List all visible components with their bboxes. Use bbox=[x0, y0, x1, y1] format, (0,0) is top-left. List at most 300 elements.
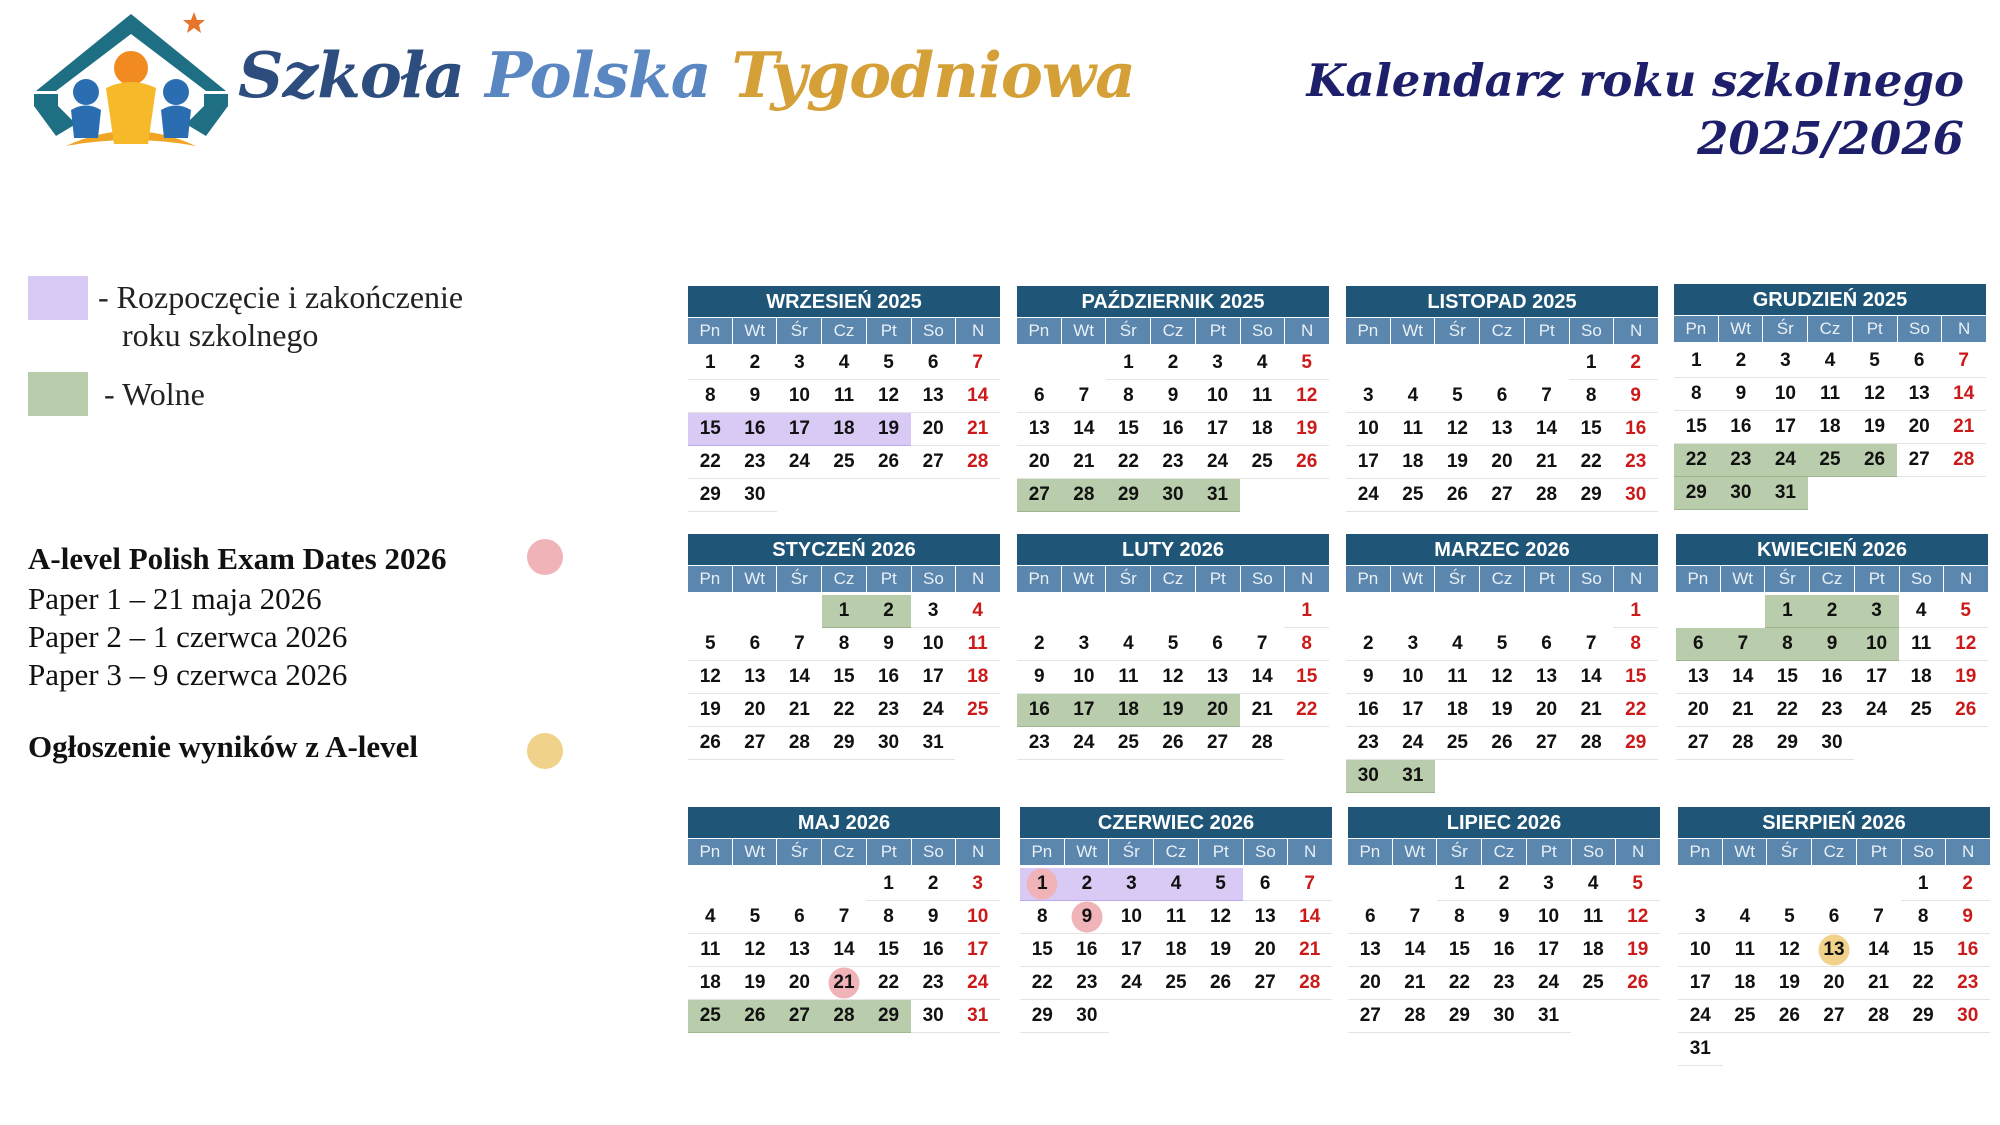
day-cell bbox=[1151, 727, 1196, 760]
empty-cell bbox=[1391, 595, 1436, 628]
day-cell bbox=[688, 628, 733, 661]
weekday-label: Pn bbox=[1020, 839, 1064, 865]
day-cell bbox=[911, 727, 956, 760]
day-number: 6 bbox=[1212, 633, 1223, 654]
day-cell bbox=[1571, 967, 1616, 1000]
day-number: 16 bbox=[1028, 699, 1050, 720]
day-number: 1 bbox=[704, 352, 716, 373]
day-number: 16 bbox=[1357, 699, 1379, 720]
day-number: 25 bbox=[833, 451, 855, 472]
day-number: 12 bbox=[1863, 383, 1886, 404]
day-number: 17 bbox=[1689, 972, 1711, 993]
day-number: 1 bbox=[1630, 600, 1641, 621]
day-number: 12 bbox=[1955, 633, 1977, 654]
day-cell bbox=[866, 595, 911, 628]
day-cell bbox=[1808, 345, 1853, 378]
day-number: 5 bbox=[704, 633, 716, 654]
day-number: 24 bbox=[922, 699, 944, 720]
day-cell bbox=[1240, 347, 1285, 380]
day-number: 21 bbox=[1404, 972, 1426, 993]
day-number: 5 bbox=[1632, 873, 1643, 894]
weekday-label: Pn bbox=[688, 566, 732, 592]
empty-cell bbox=[1524, 347, 1569, 380]
day-cell bbox=[777, 934, 822, 967]
weekday-label: Pn bbox=[688, 318, 732, 344]
day-cell bbox=[1391, 694, 1436, 727]
day-number: 9 bbox=[1498, 906, 1510, 927]
day-number: 25 bbox=[1117, 732, 1139, 753]
day-cell bbox=[1195, 479, 1240, 512]
day-number: 18 bbox=[1446, 699, 1468, 720]
day-cell bbox=[1941, 378, 1986, 411]
day-cell bbox=[1676, 661, 1721, 694]
day-number: 27 bbox=[1908, 449, 1930, 470]
day-cell bbox=[866, 628, 911, 661]
day-number: 4 bbox=[704, 906, 716, 927]
day-number: 25 bbox=[967, 699, 989, 720]
day-number: 12 bbox=[1296, 385, 1318, 406]
day-cell bbox=[1615, 934, 1660, 967]
day-number: 7 bbox=[838, 906, 850, 927]
day-number: 15 bbox=[1580, 418, 1602, 439]
day-cell bbox=[1721, 628, 1766, 661]
day-cell bbox=[1810, 694, 1855, 727]
day-number: 24 bbox=[1865, 699, 1888, 720]
day-number: 4 bbox=[1587, 873, 1599, 894]
day-cell bbox=[1943, 661, 1988, 694]
title-line-1: Kalendarz roku szkolnego bbox=[1306, 54, 1964, 107]
day-number: 19 bbox=[1209, 939, 1232, 960]
day-cell bbox=[1723, 934, 1768, 967]
day-cell bbox=[733, 727, 778, 760]
day-grid bbox=[1346, 347, 1658, 512]
day-cell bbox=[1852, 345, 1897, 378]
day-cell bbox=[1526, 1000, 1571, 1033]
day-number: 5 bbox=[1869, 350, 1880, 371]
day-number: 20 bbox=[1206, 699, 1229, 720]
day-number: 30 bbox=[1957, 1005, 1979, 1026]
day-number: 17 bbox=[1865, 666, 1888, 687]
day-cell bbox=[1678, 967, 1723, 1000]
day-number: 17 bbox=[1774, 416, 1796, 437]
day-cell bbox=[1897, 378, 1942, 411]
day-cell bbox=[1154, 868, 1199, 901]
empty-cell bbox=[777, 595, 822, 628]
day-number: 4 bbox=[838, 352, 850, 373]
day-cell bbox=[911, 413, 956, 446]
day-cell bbox=[1613, 727, 1658, 760]
day-cell bbox=[1437, 1000, 1482, 1033]
empty-cell bbox=[688, 595, 733, 628]
month-title: KWIECIEŃ 2026 bbox=[1676, 534, 1988, 565]
day-number: 19 bbox=[699, 699, 721, 720]
day-cell bbox=[1195, 380, 1240, 413]
day-cell bbox=[777, 380, 822, 413]
day-cell bbox=[1524, 628, 1569, 661]
day-cell bbox=[822, 694, 867, 727]
weekday-label: Pn bbox=[1346, 566, 1390, 592]
day-cell bbox=[1435, 727, 1480, 760]
day-number: 23 bbox=[1357, 732, 1379, 753]
day-cell bbox=[1195, 727, 1240, 760]
day-cell bbox=[733, 901, 778, 934]
day-number: 2 bbox=[1735, 350, 1747, 371]
weekday-label: N bbox=[1942, 316, 1986, 342]
day-grid bbox=[1346, 595, 1658, 793]
day-cell bbox=[1767, 901, 1812, 934]
day-cell bbox=[1808, 378, 1853, 411]
day-number: 25 bbox=[1734, 1005, 1756, 1026]
day-cell bbox=[1391, 479, 1436, 512]
day-cell bbox=[1945, 1000, 1990, 1033]
weekday-label: So bbox=[912, 839, 956, 865]
legend-holiday-label: - Wolne bbox=[104, 376, 205, 412]
month-title: STYCZEŃ 2026 bbox=[688, 534, 1000, 565]
day-cell bbox=[1243, 934, 1288, 967]
weekday-label: Pt bbox=[1525, 566, 1569, 592]
day-cell bbox=[733, 934, 778, 967]
weekday-header bbox=[1678, 839, 1990, 865]
day-cell bbox=[1437, 901, 1482, 934]
month-title: CZERWIEC 2026 bbox=[1020, 807, 1332, 838]
day-number: 14 bbox=[1953, 383, 1975, 404]
day-cell bbox=[1151, 380, 1196, 413]
day-cell bbox=[1198, 934, 1243, 967]
day-number: 19 bbox=[877, 418, 900, 439]
day-number: 24 bbox=[967, 972, 989, 993]
weekday-label: N bbox=[1946, 839, 1990, 865]
day-number: 14 bbox=[1073, 418, 1095, 439]
weekday-label: Cz bbox=[1812, 839, 1856, 865]
day-cell bbox=[1901, 967, 1946, 1000]
day-cell bbox=[1437, 967, 1482, 1000]
day-number: 17 bbox=[1120, 939, 1142, 960]
day-cell bbox=[1899, 628, 1944, 661]
day-cell bbox=[1856, 901, 1901, 934]
day-cell bbox=[1524, 380, 1569, 413]
weekday-label: Śr bbox=[1767, 839, 1811, 865]
weekday-label: Pn bbox=[1346, 318, 1390, 344]
empty-cell bbox=[1062, 595, 1107, 628]
month-september-2025 bbox=[688, 286, 1000, 512]
day-number: 9 bbox=[749, 385, 761, 406]
brand-word-2: Polska bbox=[484, 38, 711, 112]
day-number: 23 bbox=[1076, 972, 1098, 993]
day-number: 28 bbox=[1251, 732, 1273, 753]
day-cell bbox=[1571, 901, 1616, 934]
day-cell bbox=[1856, 967, 1901, 1000]
day-number: 9 bbox=[1826, 633, 1838, 654]
day-number: 20 bbox=[1823, 972, 1845, 993]
day-cell bbox=[733, 413, 778, 446]
month-title: GRUDZIEŃ 2025 bbox=[1674, 284, 1986, 315]
day-cell bbox=[1723, 1000, 1768, 1033]
day-number: 9 bbox=[1962, 906, 1973, 927]
day-number: 29 bbox=[1117, 484, 1139, 505]
empty-cell bbox=[777, 868, 822, 901]
day-number: 7 bbox=[1737, 633, 1749, 654]
day-cell bbox=[1240, 446, 1285, 479]
day-number: 12 bbox=[877, 385, 900, 406]
day-cell bbox=[1854, 595, 1899, 628]
day-cell bbox=[822, 628, 867, 661]
day-number: 19 bbox=[1863, 416, 1886, 437]
day-cell bbox=[911, 901, 956, 934]
day-number: 16 bbox=[1730, 416, 1752, 437]
day-cell bbox=[1391, 727, 1436, 760]
day-cell bbox=[955, 595, 1000, 628]
day-number: 8 bbox=[883, 906, 894, 927]
day-cell bbox=[911, 694, 956, 727]
day-number: 20 bbox=[1028, 451, 1050, 472]
day-number: 24 bbox=[1357, 484, 1379, 505]
month-title: LISTOPAD 2025 bbox=[1346, 286, 1658, 317]
day-number: 10 bbox=[967, 906, 989, 927]
day-cell bbox=[733, 967, 778, 1000]
day-number: 13 bbox=[1028, 418, 1050, 439]
day-number: 18 bbox=[1251, 418, 1273, 439]
day-number: 8 bbox=[1301, 633, 1312, 654]
day-cell bbox=[1243, 868, 1288, 901]
day-number: 8 bbox=[1036, 906, 1048, 927]
day-cell bbox=[911, 967, 956, 1000]
weekday-label: Pt bbox=[1855, 566, 1899, 592]
weekday-label: Wt bbox=[1393, 839, 1437, 865]
day-number: 20 bbox=[1491, 451, 1513, 472]
day-cell bbox=[1482, 868, 1527, 901]
day-cell bbox=[1613, 347, 1658, 380]
day-cell bbox=[1721, 694, 1766, 727]
day-cell bbox=[777, 727, 822, 760]
day-cell bbox=[1763, 444, 1808, 477]
day-cell bbox=[1852, 444, 1897, 477]
day-number: 20 bbox=[1908, 416, 1930, 437]
day-cell bbox=[955, 413, 1000, 446]
day-number: 26 bbox=[877, 451, 900, 472]
day-cell bbox=[1569, 446, 1614, 479]
day-cell bbox=[1480, 628, 1525, 661]
empty-cell bbox=[1062, 347, 1107, 380]
day-number: 10 bbox=[1357, 418, 1379, 439]
day-number: 11 bbox=[1165, 906, 1187, 927]
day-number: 16 bbox=[744, 418, 766, 439]
month-august-2026 bbox=[1678, 807, 1990, 1066]
day-cell bbox=[1719, 411, 1764, 444]
day-cell bbox=[1017, 380, 1062, 413]
day-cell bbox=[1569, 661, 1614, 694]
day-number: 2 bbox=[883, 600, 894, 621]
day-number: 8 bbox=[1123, 385, 1134, 406]
day-number: 25 bbox=[1402, 484, 1424, 505]
day-number: 13 bbox=[922, 385, 944, 406]
empty-cell bbox=[1017, 347, 1062, 380]
day-number: 9 bbox=[1081, 906, 1093, 927]
day-cell bbox=[688, 727, 733, 760]
day-number: 28 bbox=[1732, 732, 1754, 753]
day-number: 11 bbox=[1583, 906, 1604, 927]
day-cell bbox=[1284, 347, 1329, 380]
day-number: 8 bbox=[1690, 383, 1702, 404]
day-cell bbox=[1615, 901, 1660, 934]
empty-cell bbox=[1723, 868, 1768, 901]
day-cell bbox=[866, 347, 911, 380]
day-number: 10 bbox=[788, 385, 810, 406]
day-cell bbox=[1945, 901, 1990, 934]
day-number: 23 bbox=[1028, 732, 1050, 753]
empty-cell bbox=[1480, 595, 1525, 628]
day-number: 17 bbox=[1206, 418, 1229, 439]
day-cell bbox=[1899, 694, 1944, 727]
day-number: 26 bbox=[744, 1005, 766, 1026]
day-cell bbox=[733, 380, 778, 413]
day-number: 29 bbox=[877, 1005, 900, 1026]
day-number: 19 bbox=[1627, 939, 1649, 960]
month-title: LIPIEC 2026 bbox=[1348, 807, 1660, 838]
day-number: 17 bbox=[1537, 939, 1560, 960]
day-cell bbox=[1106, 446, 1151, 479]
day-number: 27 bbox=[1206, 732, 1229, 753]
day-cell bbox=[1569, 628, 1614, 661]
day-number: 22 bbox=[1448, 972, 1470, 993]
day-number: 2 bbox=[749, 352, 761, 373]
exam-line-3: Paper 3 – 9 czerwca 2026 bbox=[28, 657, 348, 692]
day-cell bbox=[822, 595, 867, 628]
day-cell bbox=[1526, 868, 1571, 901]
day-number: 13 bbox=[1687, 666, 1709, 687]
day-cell bbox=[1812, 1000, 1857, 1033]
day-cell bbox=[1240, 694, 1285, 727]
day-cell bbox=[866, 868, 911, 901]
day-cell bbox=[1437, 868, 1482, 901]
weekday-header bbox=[1674, 316, 1986, 342]
day-cell bbox=[777, 661, 822, 694]
weekday-header bbox=[688, 566, 1000, 592]
weekday-label: Pn bbox=[1674, 316, 1718, 342]
empty-cell bbox=[1676, 595, 1721, 628]
month-december-2025 bbox=[1674, 284, 1986, 510]
day-cell bbox=[1346, 727, 1391, 760]
weekday-label: Wt bbox=[1062, 318, 1106, 344]
day-cell bbox=[1723, 967, 1768, 1000]
day-cell bbox=[1198, 901, 1243, 934]
day-number: 30 bbox=[922, 1005, 944, 1026]
day-cell bbox=[733, 446, 778, 479]
day-number: 4 bbox=[1452, 633, 1463, 654]
day-number: 29 bbox=[1625, 732, 1647, 753]
weekday-label: Pn bbox=[688, 839, 732, 865]
day-cell bbox=[1808, 444, 1853, 477]
day-number: 28 bbox=[1299, 972, 1321, 993]
day-number: 9 bbox=[1630, 385, 1641, 406]
day-cell bbox=[733, 1000, 778, 1033]
day-number: 11 bbox=[1252, 385, 1273, 406]
legend-term-swatch bbox=[28, 276, 88, 320]
day-number: 12 bbox=[1778, 939, 1800, 960]
day-cell bbox=[1284, 413, 1329, 446]
day-cell bbox=[1435, 694, 1480, 727]
weekday-label: N bbox=[956, 839, 1000, 865]
day-number: 10 bbox=[1073, 666, 1095, 687]
day-cell bbox=[1480, 413, 1525, 446]
day-number: 17 bbox=[1073, 699, 1095, 720]
day-grid bbox=[1676, 595, 1988, 760]
day-number: 5 bbox=[1496, 633, 1508, 654]
day-cell bbox=[1571, 934, 1616, 967]
day-cell bbox=[1195, 413, 1240, 446]
day-number: 18 bbox=[1117, 699, 1139, 720]
day-number: 12 bbox=[1209, 906, 1232, 927]
day-cell bbox=[688, 1000, 733, 1033]
day-cell bbox=[1151, 628, 1196, 661]
day-number: 28 bbox=[1404, 1005, 1426, 1026]
day-cell bbox=[911, 347, 956, 380]
weekday-label: Wt bbox=[733, 318, 777, 344]
day-cell bbox=[1613, 694, 1658, 727]
day-number: 12 bbox=[1627, 906, 1649, 927]
day-cell bbox=[1109, 934, 1154, 967]
month-title: SIERPIEŃ 2026 bbox=[1678, 807, 1990, 838]
day-number: 24 bbox=[1774, 449, 1796, 470]
weekday-label: Wt bbox=[1062, 566, 1106, 592]
weekday-label: Śr bbox=[1435, 566, 1479, 592]
empty-cell bbox=[1569, 595, 1614, 628]
weekday-label: So bbox=[1900, 566, 1944, 592]
day-cell bbox=[777, 413, 822, 446]
day-cell bbox=[1065, 868, 1110, 901]
empty-cell bbox=[1346, 347, 1391, 380]
day-number: 16 bbox=[1162, 418, 1184, 439]
day-number: 2 bbox=[1033, 633, 1045, 654]
day-number: 16 bbox=[1957, 939, 1979, 960]
day-number: 3 bbox=[1078, 633, 1090, 654]
weekday-header bbox=[1346, 318, 1658, 344]
day-number: 14 bbox=[967, 385, 989, 406]
weekday-label: N bbox=[1285, 566, 1329, 592]
weekday-label: Śr bbox=[1106, 318, 1150, 344]
day-cell bbox=[822, 901, 867, 934]
day-number: 14 bbox=[788, 666, 810, 687]
day-number: 30 bbox=[1821, 732, 1843, 753]
day-cell bbox=[1154, 967, 1199, 1000]
day-cell bbox=[777, 967, 822, 1000]
day-cell bbox=[1151, 446, 1196, 479]
day-number: 19 bbox=[1296, 418, 1318, 439]
day-number: 8 bbox=[704, 385, 716, 406]
day-number: 15 bbox=[1912, 939, 1934, 960]
empty-cell bbox=[1480, 347, 1525, 380]
day-number: 25 bbox=[1582, 972, 1604, 993]
day-cell bbox=[688, 347, 733, 380]
day-number: 10 bbox=[1402, 666, 1424, 687]
day-number: 28 bbox=[788, 732, 810, 753]
day-cell bbox=[1284, 595, 1329, 628]
day-number: 22 bbox=[1031, 972, 1053, 993]
day-cell bbox=[1287, 934, 1332, 967]
day-cell bbox=[688, 934, 733, 967]
day-number: 4 bbox=[1824, 350, 1836, 371]
day-number: 15 bbox=[1031, 939, 1053, 960]
brand-word-3: Tygodniowa bbox=[731, 38, 1135, 112]
day-number: 12 bbox=[699, 666, 721, 687]
day-number: 26 bbox=[1162, 732, 1184, 753]
day-number: 23 bbox=[1625, 451, 1647, 472]
day-cell bbox=[1348, 934, 1393, 967]
day-number: 19 bbox=[1162, 699, 1184, 720]
day-number: 6 bbox=[1541, 633, 1552, 654]
day-cell bbox=[1676, 628, 1721, 661]
month-title: MAJ 2026 bbox=[688, 807, 1000, 838]
day-cell bbox=[1676, 727, 1721, 760]
